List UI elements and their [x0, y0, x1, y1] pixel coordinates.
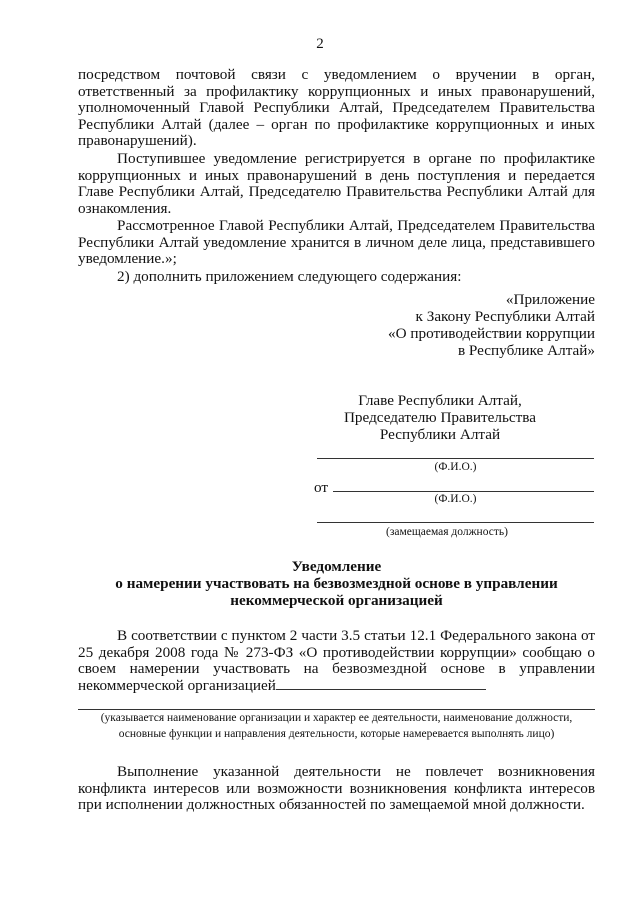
fio-line-1	[317, 458, 594, 459]
notice-body-text: В соответствии с пунктом 2 части 3.5 статьи 12.1 Федерального закона от 25 декабря 2008 года № 273-ФЗ «О противодействии коррупции» сообщаю о своем намерении участвовать на безвозмездной основе в управлении некоммерческой организацией	[78, 627, 595, 694]
paragraph-storage: Рассмотренное Главой Республики Алтай, Председателем Правительства Республики Алтай уведомление хранится в личном деле лица, представившего уведомление.»;	[78, 217, 595, 268]
paragraph-amendment: 2) дополнить приложением следующего содержания:	[117, 268, 462, 285]
addressee-line: Главе Республики Алтай,	[358, 392, 522, 409]
organization-fill-line-2	[78, 709, 595, 710]
paragraph-delivery: посредством почтовой связи с уведомлением о вручении в орган, ответственный за профилактику коррупционных и иных правонарушений, уполномоченный Главой Республики Алтай, Председателем Правительства Республики Алтай (далее – орган по профилактике коррупционных и иных правонарушений).	[78, 66, 595, 150]
position-caption: (замещаемая должность)	[386, 526, 508, 538]
position-line	[317, 522, 594, 523]
paragraph-registration: Поступившее уведомление регистрируется в органе по профилактике коррупционных и иных правонарушений в день поступления и передается Главе Республики Алтай, Председателю Правительства Республики Алтай для ознакомления.	[78, 150, 595, 217]
addressee-line: Председателю Правительства	[343, 409, 537, 426]
from-label: от	[314, 479, 329, 496]
notice-title-line: Уведомление	[291, 558, 382, 575]
appendix-line: «Приложение	[505, 291, 595, 308]
appendix-line: к Закону Республики Алтай	[415, 308, 595, 325]
appendix-line: «О противодействии коррупции	[388, 325, 595, 342]
paragraph-notice-body	[78, 628, 595, 694]
notice-title-line: некоммерческой организацией	[230, 592, 443, 609]
fio-line-2	[333, 491, 594, 492]
page-number: 2	[316, 36, 324, 52]
paragraph-conflict: Выполнение указанной деятельности не повлечет возникновения конфликта интересов или возможности возникновения конфликта интересов при исполнении должностных обязанностей по замещаемой мной должности.	[78, 763, 595, 814]
organization-note: (указывается наименование организации и характер ее деятельности, наименование должности, основные функции и направления деятельности, которые намеревается выполнять лицо)	[100, 712, 573, 740]
notice-title-line: о намерении участвовать на безвозмездной основе в управлении	[115, 575, 558, 592]
fio-caption-1: (Ф.И.О.)	[434, 461, 477, 473]
organization-fill-line	[276, 678, 486, 690]
addressee-line: Республики Алтай	[379, 426, 501, 443]
appendix-line: в Республике Алтай»	[457, 342, 595, 359]
fio-caption-2: (Ф.И.О.)	[434, 493, 477, 505]
